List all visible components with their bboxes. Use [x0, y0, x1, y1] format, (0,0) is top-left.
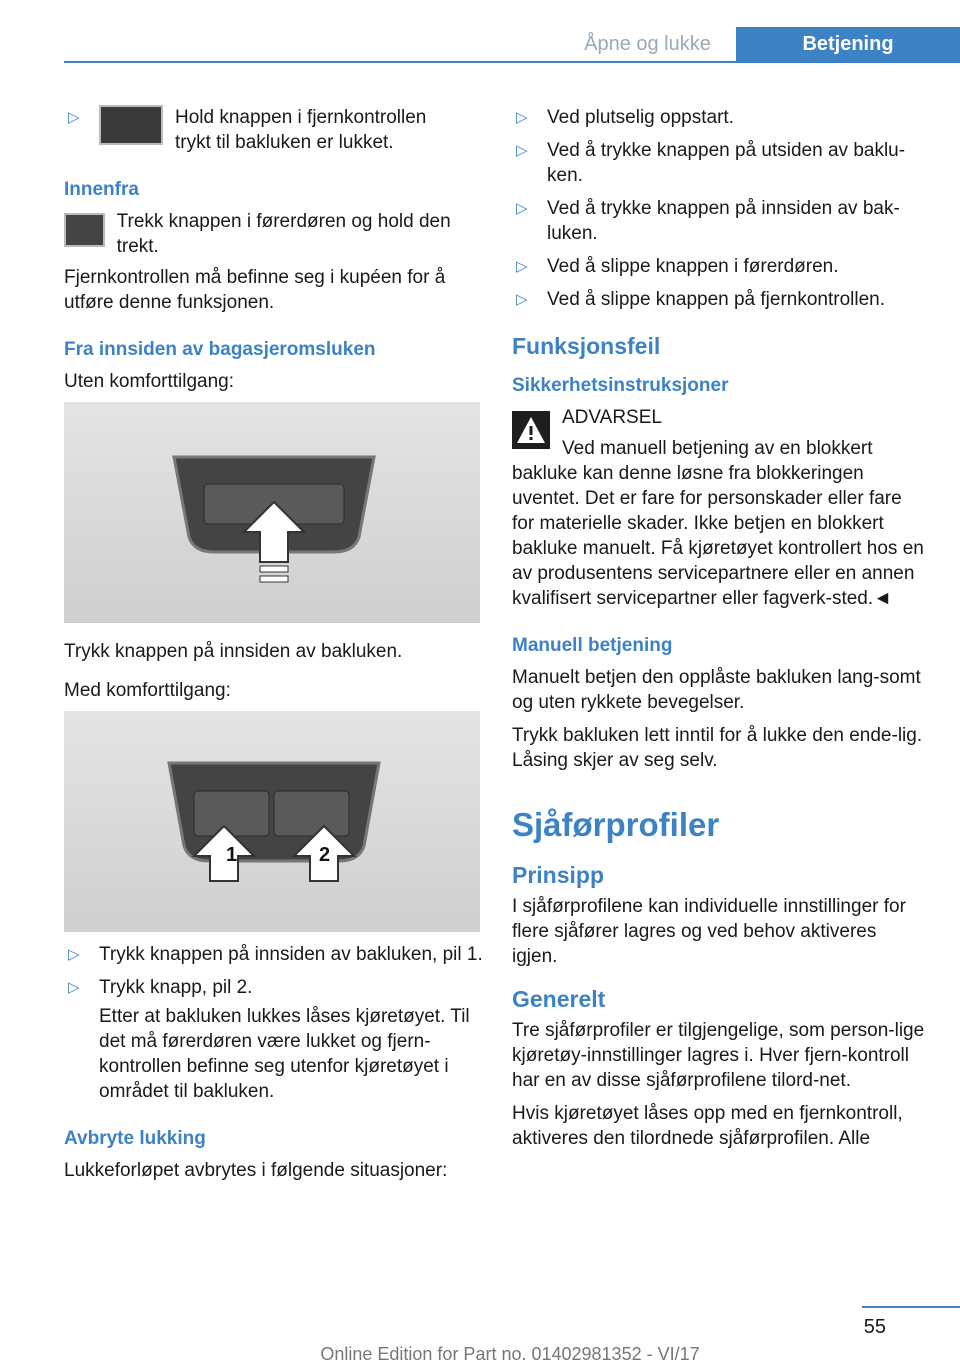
right-column — [512, 105, 927, 1159]
header-chapter: Betjening — [736, 27, 960, 61]
warning-icon — [512, 411, 550, 449]
page-number: 55 — [863, 1316, 886, 1338]
paragraph: Trykk bakluken lett inntil for å lukke den ende-lig. Låsing skjer av seg selv. — [512, 725, 923, 771]
bullet-icon: ▷ — [516, 200, 528, 217]
list-item — [512, 138, 927, 188]
paragraph: Manuelt betjen den opplåste bakluken lang-somt og uten rykkete bevegelser. — [512, 667, 921, 713]
header-rule — [64, 61, 960, 63]
warning-block — [512, 405, 927, 611]
bullet-icon: ▷ — [516, 109, 528, 126]
paragraph: Fjernkontrollen må befinne seg i kupéen for å utføre denne funksjonen. — [64, 267, 446, 313]
list-item-text: Trykk knapp, pil 2. — [99, 977, 253, 998]
bullet-icon: ▷ — [68, 946, 80, 963]
warning-text: Ved manuell betjening av en blokkert bakluke kan denne løsne fra blokkeringen uventet. Det er fare for personskader eller fare for materielle skader. Ikke betjen en blokkert bakluke manuelt. Få kjøretøyet kontrollert hos en av produsentens servicepartnere eller en annen kvalifisert servicepartner eller fagverk-sted.◄ — [512, 438, 924, 609]
subheading-sikkerhet: Sikkerhetsinstruksjoner — [512, 375, 729, 396]
bullet-icon: ▷ — [68, 109, 80, 126]
paragraph: I sjåførprofilene kan individuelle innstillinger for flere sjåfører lagres og ved behov aktiveres igjen. — [512, 896, 906, 967]
footer-rule — [862, 1306, 960, 1308]
figure-illustration — [64, 402, 480, 623]
paragraph: Tre sjåførprofiler er tilgjengelige, som person-lige kjøretøy-innstillinger lagres i. Hver fjern-kontroll har en av disse sjåførprofilene tilord-net. — [512, 1020, 925, 1091]
bullet-icon: ▷ — [516, 142, 528, 159]
heading-funksjonsfeil: Funksjonsfeil — [512, 333, 661, 359]
door-button-icon — [64, 213, 105, 247]
list-item — [512, 254, 927, 279]
list-item-text: Ved å trykke knappen på innsiden av bak-luken. — [547, 198, 900, 244]
paragraph: Med komforttilgang: — [64, 680, 231, 701]
list-item-text: Hold knappen i fjernkontrollen trykt til bakluken er lukket. — [175, 107, 427, 153]
paragraph: Hvis kjøretøyet låses opp med en fjernkontroll, aktiveres den tilordnede sjåførprofilen. Alle — [512, 1103, 903, 1149]
bullet-icon: ▷ — [516, 291, 528, 308]
figure-caption: Trykk knappen på innsiden av bakluken. — [64, 641, 403, 662]
paragraph: Uten komforttilgang: — [64, 371, 235, 392]
list-item-text: Ved å slippe knappen på fjernkontrollen. — [547, 289, 886, 310]
subheading-innenfra: Innenfra — [64, 179, 139, 200]
list-item-text: Ved å trykke knappen på utsiden av baklu-ken. — [547, 140, 906, 186]
subheading-avbryte: Avbryte lukking — [64, 1128, 206, 1149]
list-item — [64, 942, 484, 967]
figure-illustration — [64, 711, 480, 932]
figure-comfort-access — [64, 711, 480, 932]
arrow-label-1: 1 — [226, 844, 238, 866]
heading-prinsipp: Prinsipp — [512, 862, 605, 888]
paragraph: Lukkeforløpet avbrytes i følgende situasjoner: — [64, 1160, 448, 1181]
list-item — [512, 287, 927, 312]
figure-tailgate-button — [64, 402, 480, 623]
list-item-text: Ved plutselig oppstart. — [547, 107, 734, 128]
list-item-text: Ved å slippe knappen i førerdøren. — [547, 256, 839, 277]
subheading-manuell: Manuell betjening — [512, 635, 673, 656]
list-item-text: Trykk knappen på innsiden av bakluken, pil 1. — [99, 944, 483, 965]
header-section: Åpne og lukke — [584, 33, 711, 55]
heading-sjaforprofiler: Sjåførprofiler — [512, 806, 720, 843]
edition-text: Online Edition for Part no. 01402981352 - VI/17 — [320, 1344, 700, 1364]
bullet-icon: ▷ — [516, 258, 528, 275]
paragraph: Trekk knappen i førerdøren og hold den trekt. — [116, 211, 451, 257]
bullet-icon: ▷ — [68, 979, 80, 996]
warning-title: ADVARSEL — [562, 407, 662, 428]
heading-generelt: Generelt — [512, 986, 606, 1012]
list-item — [512, 196, 927, 246]
list-item-continuation: Etter at bakluken lukkes låses kjøretøyet. Til det må førerdøren være lukket og fjern-kontrollen befinne seg utenfor kjøretøyet i området til bakluken. — [99, 1006, 470, 1102]
arrow-label-2: 2 — [319, 844, 331, 866]
list-item — [64, 975, 484, 1000]
left-column — [64, 105, 484, 1191]
list-item — [64, 105, 484, 155]
list-item — [512, 105, 927, 130]
subheading-fra-innsiden: Fra innsiden av bagasjeromsluken — [64, 339, 376, 360]
tailgate-button-icon — [99, 105, 163, 145]
